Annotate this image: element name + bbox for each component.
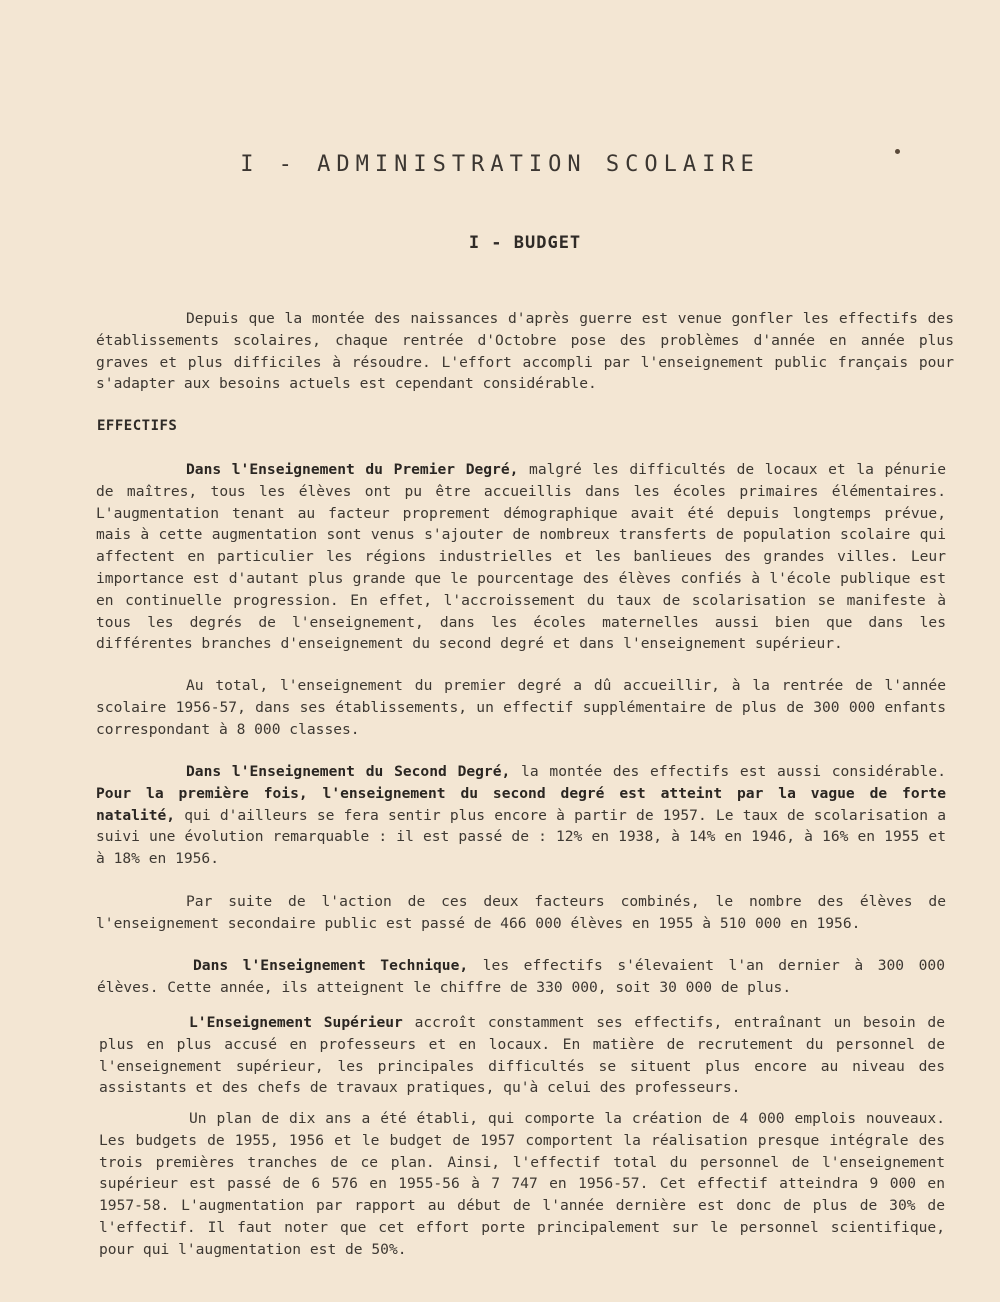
- premier-degre-text: malgré les difficultés de locaux et la pénurie de maîtres, tous les élèves ont pu être accueillis dans les écoles primaires élémentaires. L'augmentation tenant au facteur proprement démographique avait été depuis longtemps prévue, mais à cette augmentation sont venus s'ajouter de nombreux transferts de population scolaire qui affectent en particulier les régions industrielles et les banlieues des grandes villes. Leur importance est d'autant plus grande que le pourcentage des élèves confiés à l'école publique est en continuelle progression. En effet, l'accroissement du taux de scolarisation se manifeste à tous les degrés de l'enseignement, dans les écoles maternelles aussi bien que dans les différentes branches d'enseignement du second degré et dans l'enseignement supérieur.: [96, 461, 947, 653]
- combines-paragraph: Par suite de l'action de ces deux facteurs combinés, le nombre des élèves de l'enseignement secondaire public est passé de 466 000 élèves en 1955 à 510 000 en 1956.: [96, 893, 946, 932]
- technique-text: les effectifs s'élevaient l'an dernier à 300 000 élèves. Cette année, ils atteignent le chiffre de 330 000, soit 30 000 de plus.: [97, 957, 945, 996]
- second-degre-text-1: la montée des effectifs est aussi considérable.: [510, 763, 946, 780]
- total-paragraph: Au total, l'enseignement du premier degré a dû accueillir, à la rentrée de l'année scolaire 1956-57, dans ses établissements, un effectif supplémentaire de plus de 300 000 enfants correspondant à 8 000 classes.: [96, 677, 946, 738]
- superieur-lead: L'Enseignement Supérieur: [189, 1014, 403, 1031]
- premier-degre-paragraph: [96, 459, 946, 655]
- second-degre-lead: Dans l'Enseignement du Second Degré,: [186, 763, 511, 780]
- effectifs-heading: EFFECTIFS: [97, 418, 178, 434]
- intro-paragraph: Depuis que la montée des naissances d'après guerre est venue gonfler les effectifs des établissements scolaires, chaque rentrée d'Octobre pose des problèmes d'année en année plus graves et plus difficiles à résoudre. L'effort accompli par l'enseignement public français pour s'adapter aux besoins actuels est cependant considérable.: [96, 310, 954, 393]
- second-degre-text-2: qui d'ailleurs se fera sentir plus encore à partir de 1957. Le taux de scolarisation a suivi une évolution remarquable : il est passé de : 12% en 1938, à 14% en 1946, à 16% en 1955 et à 18% en 1956.: [96, 806, 946, 868]
- superieur-paragraph: [99, 1012, 945, 1099]
- second-degre-paragraph: [96, 761, 946, 870]
- technique-lead: Dans l'Enseignement Technique,: [193, 957, 469, 974]
- superieur-text: accroît constamment ses effectifs, entraînant un besoin de plus en plus accusé en professeurs et en locaux. En matière de recrutement du personnel de l'enseignement supérieur, les principales difficultés se situent plus encore au niveau des assistants et des chefs de travaux pratiques, qu'à celui des professeurs.: [99, 1014, 945, 1097]
- section-title: I - BUDGET: [468, 233, 582, 253]
- technique-paragraph: [97, 955, 945, 999]
- main-title: I - ADMINISTRATION SCOLAIRE: [240, 152, 760, 177]
- second-degre-emphasis: Pour la première fois, l'enseignement du second degré est atteint par la vague de forte natalité,: [96, 784, 946, 824]
- premier-degre-lead: Dans l'Enseignement du Premier Degré,: [186, 461, 519, 478]
- plan-paragraph: Un plan de dix ans a été établi, qui comporte la création de 4 000 emplois nouveaux. Les budgets de 1955, 1956 et le budget de 1957 comportent la réalisation presque intégrale des trois premières tranches de ce plan. Ainsi, l'effectif total du personnel de l'enseignement supérieur est passé de 6 576 en 1955-56 à 7 747 en 1956-57. Cet effectif atteindra 9 000 en 1957-58. L'augmentation par rapport au début de l'année dernière est donc de plus de 30% de l'effectif. Il faut noter que cet effort porte principalement sur le personnel scientifique, pour qui l'augmentation est de 50%.: [99, 1110, 945, 1258]
